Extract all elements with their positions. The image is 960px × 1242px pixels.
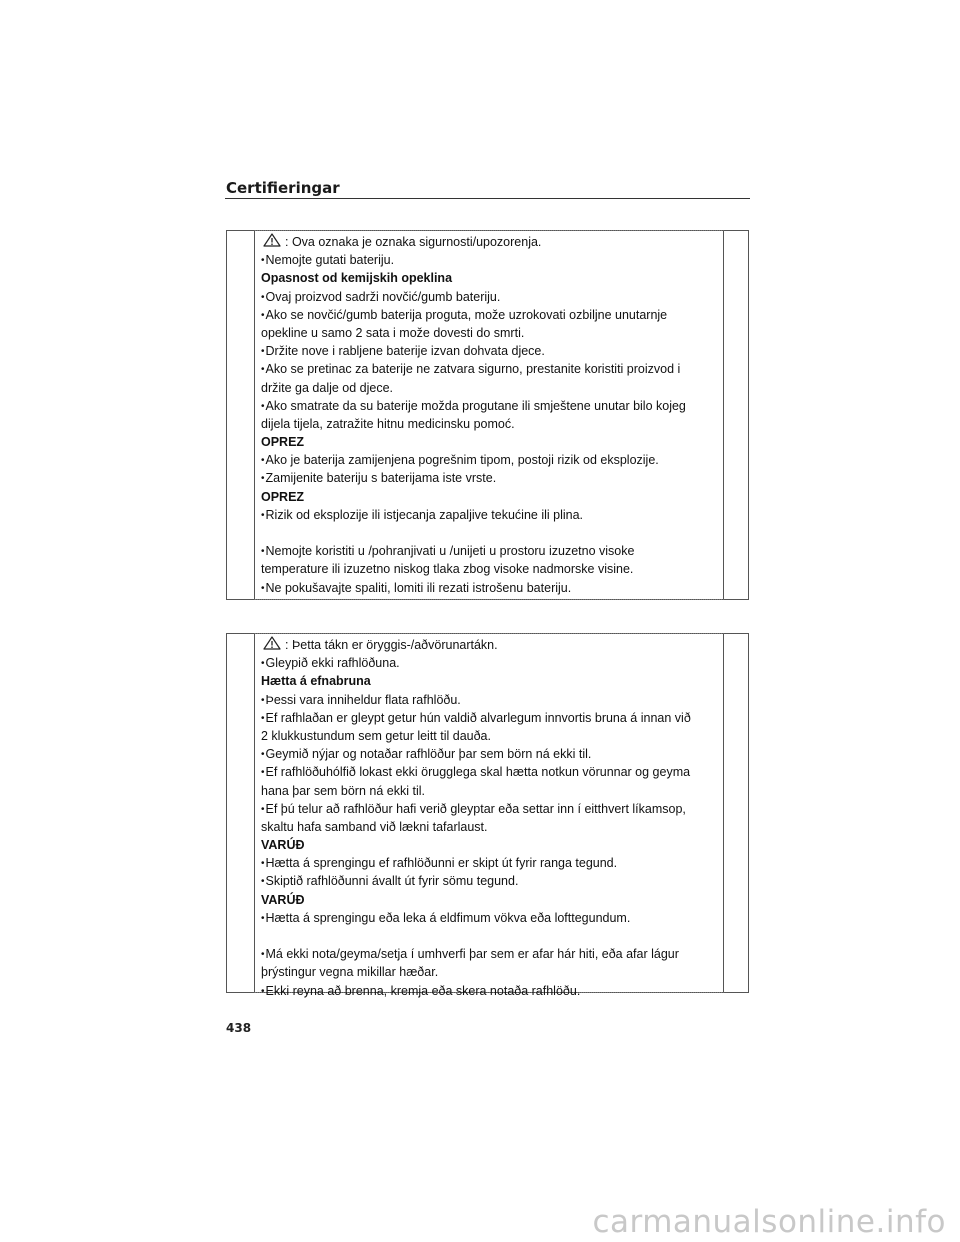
blank-line (261, 524, 731, 542)
bullet-mark: • (261, 455, 265, 467)
continuation-line (261, 727, 731, 745)
section-heading (261, 433, 731, 451)
page-number: 438 (226, 1021, 252, 1035)
bullet-item (261, 800, 731, 818)
line-text: Ako je baterija zamijenjena pogrešnim tipom, postoji rizik od eksplozije. (265, 453, 659, 468)
line-text: OPREZ (261, 489, 305, 504)
line-text: : Ova oznaka je oznaka sigurnosti/upozorenja. (285, 235, 542, 249)
line-text: Rizik od eksplozije ili istjecanja zapaljive tekućine ili plina. (265, 507, 584, 522)
continuation-line (261, 782, 731, 800)
panel-text (261, 636, 731, 1000)
line-text: Þessi vara inniheldur flata rafhlöðu. (265, 692, 461, 707)
bullet-item (261, 982, 731, 1000)
line-text: Nemojte koristiti u /pohranjivati u /unijeti u prostoru izuzetno visoke (265, 544, 635, 559)
line-text: Ako se novčić/gumb baterija proguta, može uzrokovati ozbiljne unutarnje (265, 307, 668, 322)
warning-panel-croatian (226, 230, 749, 600)
line-text: držite ga dalje od djece. (261, 380, 394, 395)
bullet-mark: • (261, 749, 265, 761)
bullet-item (261, 451, 731, 469)
bullet-mark: • (261, 546, 265, 558)
panel-text (261, 233, 731, 597)
line-text: Držite nove i rabljene baterije izvan dohvata djece. (265, 344, 545, 359)
bullet-mark: • (261, 658, 265, 670)
bullet-mark: • (261, 712, 265, 724)
bullet-item (261, 872, 731, 890)
line-text: Ef rafhlöðuhólfið lokast ekki örugglega skal hætta notkun vörunnar og geyma (265, 765, 691, 780)
bullet-mark: • (261, 291, 265, 303)
line-text: Ovaj proizvod sadrži novčić/gumb bateriju. (265, 289, 501, 304)
bullet-mark: • (261, 803, 265, 815)
continuation-line (261, 963, 731, 981)
line-text: temperature ili izuzetno niskog tlaka zbog visoke nadmorske visine. (261, 562, 634, 577)
line-text: Hætta á sprengingu eða leka á eldfimum vökva eða lofttegundum. (265, 910, 631, 925)
line-text: Nemojte gutati bateriju. (265, 253, 395, 268)
line-text: Ako smatrate da su baterije možda progutane ili smještene unutar bilo kojeg (265, 398, 686, 413)
bullet-item (261, 469, 731, 487)
line-text: VARÚÐ (261, 892, 305, 907)
continuation-line (261, 324, 731, 342)
bullet-item (261, 945, 731, 963)
continuation-line (261, 818, 731, 836)
line-text: 2 klukkustundum sem getur leitt til dauða. (261, 728, 491, 743)
bullet-item (261, 579, 731, 597)
line-text: Ne pokušavajte spaliti, lomiti ili rezati istrošenu bateriju. (265, 580, 572, 595)
bullet-item (261, 542, 731, 560)
line-text: skaltu hafa samband við lækni tafarlaust. (261, 819, 488, 834)
warning-symbol-line (261, 233, 731, 251)
bullet-item (261, 306, 731, 324)
section-heading (261, 488, 731, 506)
bullet-mark: • (261, 985, 265, 997)
bullet-mark: • (261, 876, 265, 888)
continuation-line (261, 379, 731, 397)
line-text: Ef rafhlaðan er gleypt getur hún valdið alvarlegum innvortis bruna á innan við (265, 710, 691, 725)
warning-symbol-line (261, 636, 731, 654)
section-heading (261, 672, 731, 690)
line-text: Ef þú telur að rafhlöður hafi verið gleyptar eða settar inn í eitthvert líkamsop, (265, 801, 686, 816)
bullet-item (261, 506, 731, 524)
line-text: opekline u samo 2 sata i može dovesti do smrti. (261, 325, 525, 340)
section-title: Certifieringar (226, 179, 340, 197)
continuation-line (261, 560, 731, 578)
bullet-mark: • (261, 346, 265, 358)
section-heading (261, 891, 731, 909)
bullet-item (261, 288, 731, 306)
header-divider (225, 198, 750, 199)
bullet-mark: • (261, 949, 265, 961)
bullet-item (261, 763, 731, 781)
blank-line (261, 927, 731, 945)
line-text: Hætta á efnabruna (261, 674, 371, 689)
bullet-item (261, 745, 731, 763)
bullet-mark: • (261, 858, 265, 870)
bullet-item (261, 342, 731, 360)
line-text: Hætta á sprengingu ef rafhlöðunni er skipt út fyrir ranga tegund. (265, 856, 618, 871)
bullet-mark: • (261, 364, 265, 376)
line-text: Geymið nýjar og notaðar rafhlöður þar sem börn ná ekki til. (265, 747, 592, 762)
bullet-mark: • (261, 400, 265, 412)
warning-panel-icelandic (226, 633, 749, 998)
watermark: carmanualsonline.info (592, 1204, 946, 1240)
line-text: Ako se pretinac za baterije ne zatvara sigurno, prestanite koristiti proizvod i (265, 362, 681, 377)
line-text: : Þetta tákn er öryggis-/aðvörunartákn. (285, 638, 498, 652)
section-heading (261, 269, 731, 287)
bullet-mark: • (261, 473, 265, 485)
bullet-mark: • (261, 255, 265, 267)
warning-triangle-icon (263, 636, 281, 650)
line-text: dijela tijela, zatražite hitnu medicinsku pomoć. (261, 416, 515, 431)
bullet-item (261, 691, 731, 709)
bullet-mark: • (261, 509, 265, 521)
bullet-item (261, 854, 731, 872)
line-text: Skiptið rafhlöðunni ávallt út fyrir sömu tegund. (265, 874, 519, 889)
bullet-mark: • (261, 912, 265, 924)
line-text: OPREZ (261, 435, 305, 450)
line-text: Má ekki nota/geyma/setja í umhverfi þar sem er afar hár hiti, eða afar lágur (265, 947, 679, 962)
bullet-item (261, 909, 731, 927)
bullet-item (261, 397, 731, 415)
bullet-mark: • (261, 309, 265, 321)
line-text: Opasnost od kemijskih opeklina (261, 271, 453, 286)
section-heading (261, 836, 731, 854)
bullet-mark: • (261, 694, 265, 706)
line-text: VARÚÐ (261, 838, 305, 853)
bullet-mark: • (261, 767, 265, 779)
bullet-item (261, 360, 731, 378)
line-text: þrýstingur vegna mikillar hæðar. (261, 965, 439, 980)
bullet-item (261, 709, 731, 727)
line-text: Gleypið ekki rafhlöðuna. (265, 656, 400, 671)
line-text: hana þar sem börn ná ekki til. (261, 783, 425, 798)
warning-triangle-icon (263, 233, 281, 247)
bullet-item (261, 251, 731, 269)
continuation-line (261, 415, 731, 433)
line-text: Zamijenite bateriju s baterijama iste vrste. (265, 471, 497, 486)
bullet-mark: • (261, 582, 265, 594)
line-text: Ekki reyna að brenna, kremja eða skera notaða rafhlöðu. (265, 983, 581, 998)
bullet-item (261, 654, 731, 672)
